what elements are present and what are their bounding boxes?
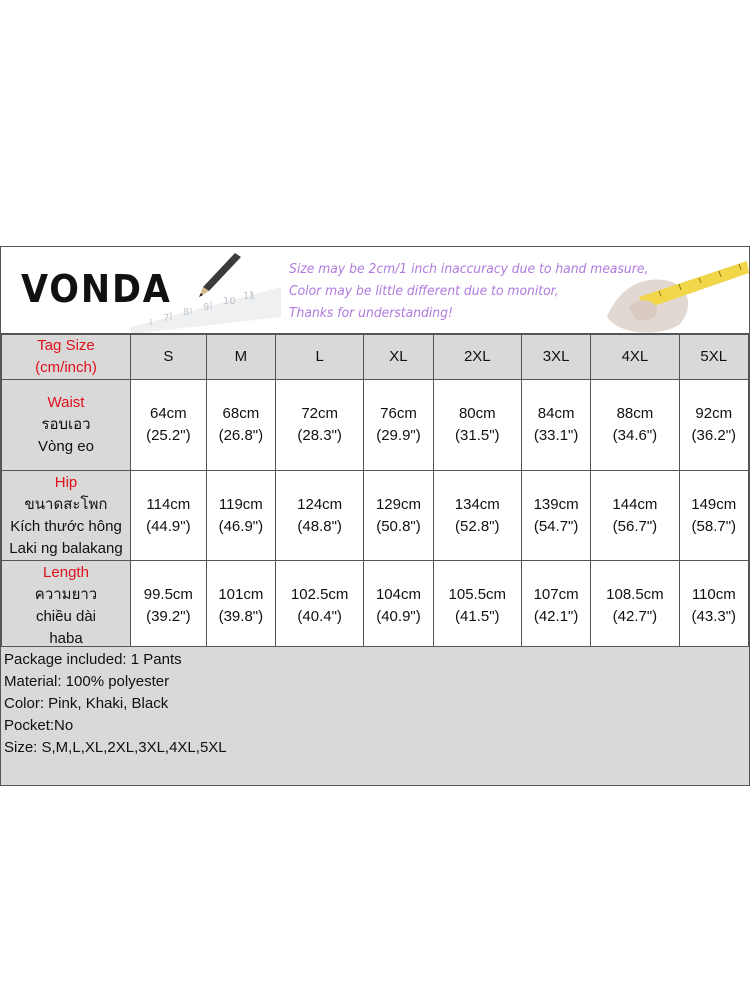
table-cell: 119cm (46.9") — [206, 471, 275, 561]
note-line: Size may be 2cm/1 inch inaccuracy due to hand measure, — [289, 262, 649, 277]
table-cell: 64cm (25.2") — [131, 380, 207, 471]
waist-label: Waist รอบเอว Vòng eo — [2, 380, 131, 471]
info-package: Package included: 1 Pants — [4, 651, 182, 668]
product-info — [1, 646, 749, 785]
table-cell: 107cm (42.1") — [521, 561, 590, 651]
table-cell: 68cm (26.8") — [206, 380, 275, 471]
size-header-l: L — [276, 335, 364, 380]
hip-label: Hip ขนาดสะโพก Kích thước hông Laki ng balakang — [2, 471, 131, 561]
ruler-digit: 10 — [223, 296, 236, 307]
table-cell: 101cm (39.8") — [206, 561, 275, 651]
ruler-digit: 9 — [203, 302, 210, 313]
table-cell: 134cm (52.8") — [433, 471, 521, 561]
size-chart — [0, 246, 750, 786]
table-cell: 84cm (33.1") — [521, 380, 590, 471]
info-color: Color: Pink, Khaki, Black — [4, 695, 169, 712]
size-header-s: S — [131, 335, 207, 380]
measuring-tape-icon — [599, 247, 749, 334]
pencil-ruler-icon — [131, 247, 281, 334]
table-cell: 105.5cm (41.5") — [433, 561, 521, 651]
table-cell: 139cm (54.7") — [521, 471, 590, 561]
table-cell: 149cm (58.7") — [679, 471, 748, 561]
table-cell: 104cm (40.9") — [364, 561, 433, 651]
info-material: Material: 100% polyester — [4, 673, 170, 690]
note-line: Thanks for understanding! — [289, 306, 453, 321]
info-size: Size: S,M,L,XL,2XL,3XL,4XL,5XL — [4, 739, 227, 756]
size-header-3xl: 3XL — [521, 335, 590, 380]
waist-row — [2, 380, 749, 471]
size-header-m: M — [206, 335, 275, 380]
ruler-digit: 8 — [183, 307, 190, 318]
table-cell: 110cm (43.3") — [679, 561, 748, 651]
ruler-digit: 11 — [243, 291, 256, 302]
table-cell: 76cm (29.9") — [364, 380, 433, 471]
table-cell: 72cm (28.3") — [276, 380, 364, 471]
table-cell: 92cm (36.2") — [679, 380, 748, 471]
size-header-4xl: 4XL — [591, 335, 679, 380]
table-cell: 144cm (56.7") — [591, 471, 679, 561]
size-table — [1, 334, 749, 651]
size-header-xl: XL — [364, 335, 433, 380]
length-label: Length ความยาว chiều dài haba — [2, 561, 131, 651]
note-line: Color may be little different due to monitor, — [289, 284, 559, 299]
brand-logo: VONDA — [21, 267, 172, 311]
table-cell: 124cm (48.8") — [276, 471, 364, 561]
table-cell: 114cm (44.9") — [131, 471, 207, 561]
size-header-row — [2, 335, 749, 380]
table-cell: 88cm (34.6") — [591, 380, 679, 471]
tag-size-header: Tag Size (cm/inch) — [2, 335, 131, 380]
table-cell: 102.5cm (40.4") — [276, 561, 364, 651]
table-cell: 129cm (50.8") — [364, 471, 433, 561]
table-cell: 108.5cm (42.7") — [591, 561, 679, 651]
brand-banner — [1, 247, 749, 334]
size-header-5xl: 5XL — [679, 335, 748, 380]
info-pocket: Pocket:No — [4, 717, 74, 734]
table-cell: 80cm (31.5") — [433, 380, 521, 471]
length-row — [2, 561, 749, 651]
size-header-2xl: 2XL — [433, 335, 521, 380]
table-cell: 99.5cm (39.2") — [131, 561, 207, 651]
ruler-digit: 7 — [163, 313, 170, 324]
hip-row — [2, 471, 749, 561]
